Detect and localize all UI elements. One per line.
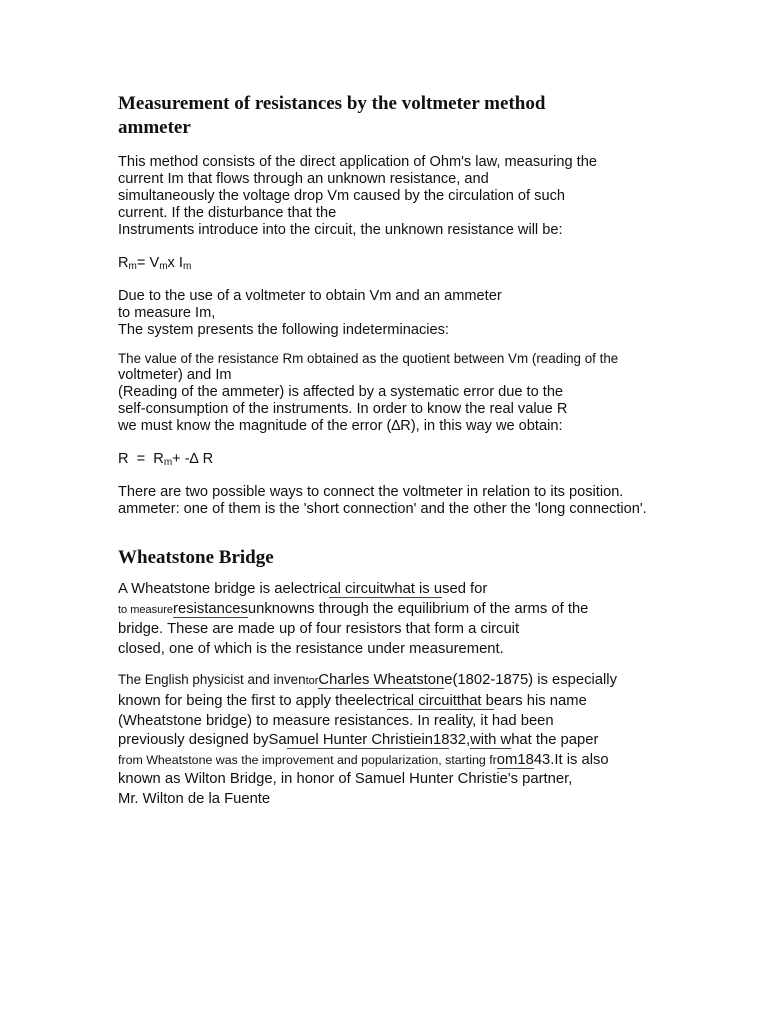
text-line: current Im that flows through an unknown resistance, and [118, 171, 489, 187]
text-line: (Reading of the ammeter) is affected by a systematic error due to the [118, 384, 564, 400]
section-heading: Wheatstone Bridge [118, 547, 274, 568]
text-line: voltmeter) and Im [118, 367, 232, 383]
hyperlink[interactable]: rical circuitthat b [386, 692, 494, 709]
hyperlink[interactable]: Charles Wheatston [318, 672, 445, 689]
systematic-error-paragraph [118, 350, 718, 435]
text-line: previously designed bySamuel Hunter Christiein1832,with what the paper [118, 732, 599, 749]
title-line: ammeter [118, 117, 191, 138]
wheatstone-history-paragraph [118, 670, 718, 809]
indeterminacies-paragraph [118, 288, 718, 339]
text-line: There are two possible ways to connect the voltmeter in relation to its position. [118, 484, 624, 500]
spacer [118, 339, 718, 350]
title-line: Measurement of resistances by the voltmeter method [118, 93, 546, 114]
error-formula: $R = R_m+$ -∆ R [118, 451, 214, 468]
spacer [118, 659, 718, 670]
resistance-formula: $R_m= V_mx$ $I_m$ [118, 255, 192, 272]
text-line: current. If the disturbance that the [118, 205, 337, 221]
spacer [118, 239, 718, 255]
text-line: simultaneously the voltage drop Vm caused by the circulation of such [118, 188, 565, 204]
connection-paragraph [118, 484, 718, 518]
spacer [118, 272, 718, 288]
text-line: self-consumption of the instruments. In order to know the real value R [118, 401, 568, 417]
hyperlink[interactable]: om18 [496, 751, 534, 768]
text-line: The English physicist and inventorCharles Wheatstone(1802-1875) is especially [118, 672, 617, 689]
text-line: to measure Im, [118, 305, 216, 321]
hyperlink[interactable]: al circuitwhat is u [329, 581, 443, 597]
hyperlink[interactable]: with w [470, 732, 512, 749]
page-title [118, 92, 718, 140]
text-line: known as Wilton Bridge, in honor of Samuel Hunter Christie's partner, [118, 771, 573, 788]
hyperlink[interactable]: muel Hunter Christiein18 [286, 732, 450, 749]
text-line: A Wheatstone bridge is aelectrical circuitwhat is used for [118, 581, 488, 597]
text-line: Mr. Wilton de la Fuente [118, 790, 271, 807]
text-line: known for being the first to apply theelectrical circuitthat bears his name [118, 692, 587, 709]
text-line: closed, one of which is the resistance under measurement. [118, 640, 504, 657]
wheatstone-section [118, 580, 718, 810]
spacer [118, 435, 718, 451]
text-line: from Wheatstone was the improvement and popularization, starting from1843.It is also [118, 751, 609, 768]
text-line: Due to the use of a voltmeter to obtain Vm and an ammeter [118, 288, 502, 304]
text-line: The system presents the following indeterminacies: [118, 322, 449, 338]
text-line: Instruments introduce into the circuit, the unknown resistance will be: [118, 222, 563, 238]
text-line: The value of the resistance Rm obtained as the quotient between Vm (reading of the [118, 351, 619, 366]
text-line: bridge. These are made up of four resistors that form a circuit [118, 621, 520, 638]
ohm-method-paragraph [118, 154, 718, 239]
text-line: to measureresistancesunknowns through the equilibrium of the arms of the [118, 600, 589, 617]
wheatstone-intro-paragraph [118, 580, 718, 659]
text-line: we must know the magnitude of the error (∆R), in this way we obtain: [118, 418, 563, 434]
text-line: (Wheatstone bridge) to measure resistances. In reality, it had been [118, 712, 554, 729]
document-page [118, 92, 718, 810]
text-line: This method consists of the direct application of Ohm's law, measuring the [118, 154, 597, 170]
text-line: ammeter: one of them is the 'short connection' and the other the 'long connection'. [118, 501, 647, 517]
spacer [118, 468, 718, 484]
hyperlink[interactable]: resistances [173, 600, 248, 617]
